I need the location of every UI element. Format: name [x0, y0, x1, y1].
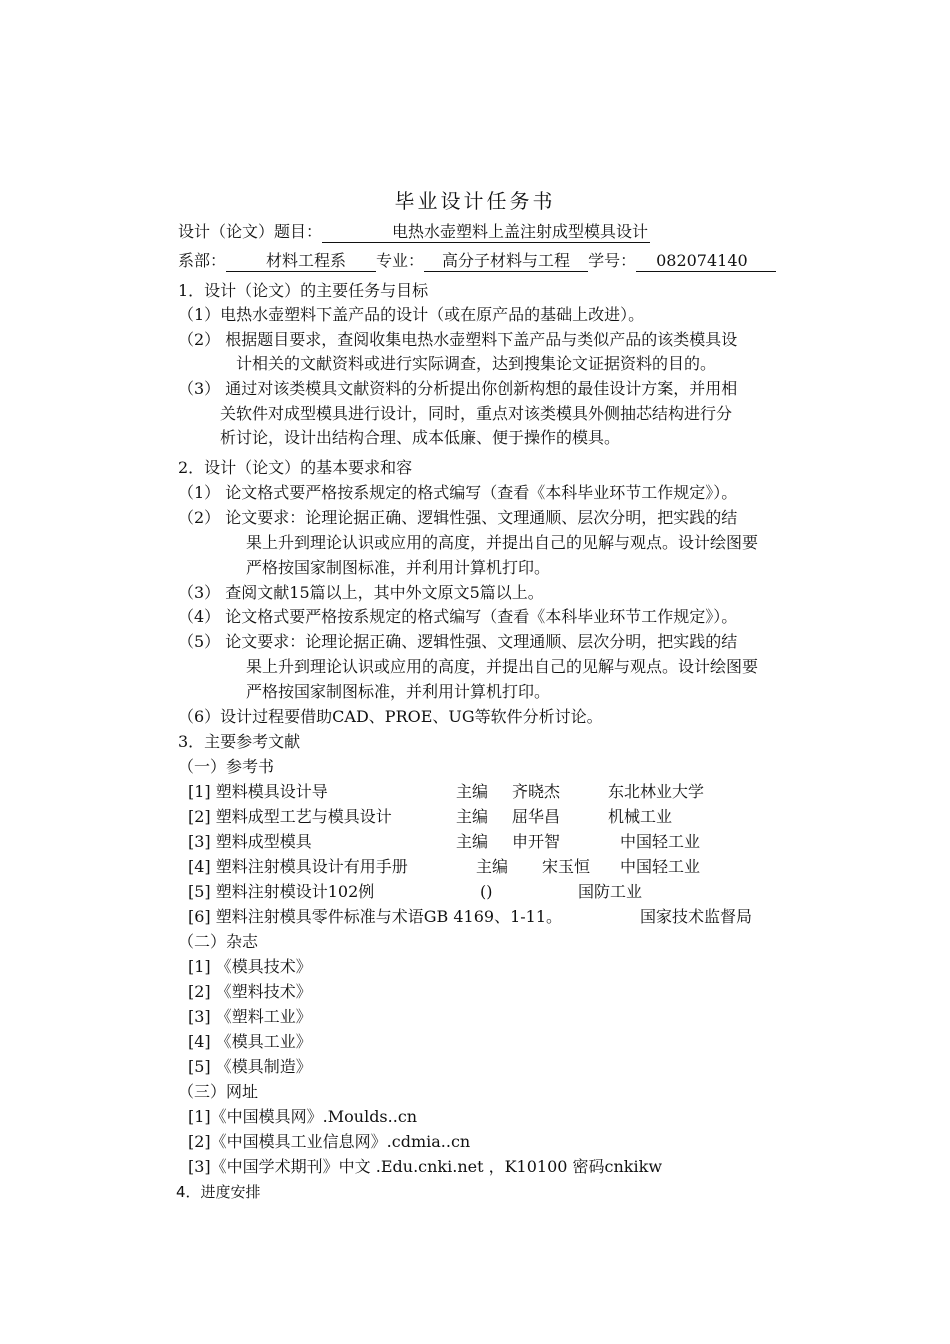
- section1-item3-line1: （3） 通过对该类模具文献资料的分析提出你创新构想的最佳设计方案，并用相: [178, 379, 738, 398]
- web-item: [2]《中国模具工业信息网》.cdmia..cn: [188, 1132, 471, 1151]
- book-row: [188, 781, 704, 803]
- book-role: 主编: [456, 807, 489, 826]
- web-item: [3]《中国学术期刊》中文 .Edu.cnki.net ，K10100 密码cnkikw: [188, 1157, 663, 1176]
- journal-item: [4] 《模具工业》: [188, 1032, 312, 1051]
- book-publisher: 国家技术监督局: [640, 907, 753, 926]
- student-id-label: 学号：: [588, 251, 637, 270]
- journal-item: [2] 《塑料技术》: [188, 982, 312, 1001]
- book-role: 主编: [456, 832, 489, 851]
- section2-item1: （1） 论文格式要严格按系规定的格式编写（查看《本科毕业环节工作规定》）。: [178, 483, 738, 502]
- section2-item2-line3: 严格按国家制图标准，并利用计算机打印。: [246, 558, 551, 577]
- book-author: (): [480, 882, 493, 901]
- journal-item: [1] 《模具技术》: [188, 957, 312, 976]
- journal-item: [3] 《塑料工业》: [188, 1007, 312, 1026]
- book-publisher: 中国轻工业: [620, 832, 701, 851]
- section1-item3-line3: 析讨论，设计出结构合理、成本低廉、便于操作的模具。: [220, 428, 621, 447]
- major-label: 专业：: [376, 251, 425, 270]
- book-author: 屈华昌: [512, 807, 561, 826]
- topic-label: 设计（论文）题目：: [178, 222, 323, 241]
- department-value: 材料工程系: [226, 251, 376, 272]
- journals-heading: （二）杂志: [178, 932, 259, 951]
- section4-heading: 4．进度安排: [176, 1183, 261, 1201]
- student-id-value: 082074140: [636, 251, 776, 272]
- book-role: 主编: [476, 857, 509, 876]
- section1-item3-line2: 关软件对成型模具进行设计，同时，重点对该类模具外侧抽芯结构进行分: [220, 404, 733, 423]
- book-row: [188, 856, 700, 878]
- book-author: 齐晓杰: [512, 782, 561, 801]
- book-author: 申开智: [512, 832, 561, 851]
- book-row: [188, 906, 752, 928]
- topic-row: [178, 221, 650, 243]
- book-title: [3] 塑料成型模具: [188, 832, 312, 851]
- section2-item5-line3: 严格按国家制图标准，并利用计算机打印。: [246, 682, 551, 701]
- book-author: 宋玉恒: [542, 857, 591, 876]
- book-publisher: 东北林业大学: [608, 782, 705, 801]
- section2-item4: （4） 论文格式要严格按系规定的格式编写（查看《本科毕业环节工作规定》）。: [178, 607, 738, 626]
- book-title: [6] 塑料注射模具零件标准与术语GB 4169、1-11。: [188, 907, 563, 926]
- books-heading: （一）参考书: [178, 757, 275, 776]
- section1-item1: （1）电热水壶塑料下盖产品的设计（或在原产品的基础上改进）。: [178, 305, 645, 324]
- book-title: [1] 塑料模具设计导: [188, 782, 328, 801]
- section2-item3: （3） 查阅文献15篇以上，其中外文原文5篇以上。: [178, 583, 544, 602]
- student-info-row: [178, 250, 776, 272]
- section2-heading: 2．设计（论文）的基本要求和容: [178, 458, 413, 477]
- section2-item2-line2: 果上升到理论认识或应用的高度，并提出自己的见解与观点。设计绘图要: [246, 533, 759, 552]
- topic-value: 电热水壶塑料上盖注射成型模具设计: [322, 222, 650, 243]
- section1-item2-line2: 计相关的文献资料或进行实际调查，达到搜集论文证据资料的目的。: [236, 354, 717, 373]
- book-title: [4] 塑料注射模具设计有用手册: [188, 857, 408, 876]
- web-heading: （三）网址: [178, 1082, 259, 1101]
- section1-heading: 1．设计（论文）的主要任务与目标: [178, 281, 429, 300]
- book-title: [5] 塑料注射模设计102例: [188, 882, 375, 901]
- book-row: [188, 881, 642, 903]
- major-value: 高分子材料与工程: [424, 251, 588, 272]
- web-item: [1]《中国模具网》.Moulds..cn: [188, 1107, 418, 1126]
- document-title: 毕业设计任务书: [394, 189, 556, 213]
- book-row: [188, 831, 700, 853]
- section1-item2-line1: （2） 根据题目要求，查阅收集电热水壶塑料下盖产品与类似产品的该类模具设: [178, 330, 738, 349]
- section2-item6: （6）设计过程要借助CAD、PROE、UG等软件分析讨论。: [178, 707, 603, 726]
- book-publisher: 国防工业: [578, 882, 643, 901]
- book-publisher: 机械工业: [608, 807, 673, 826]
- journal-item: [5] 《模具制造》: [188, 1057, 312, 1076]
- book-title: [2] 塑料成型工艺与模具设计: [188, 807, 392, 826]
- section3-heading: 3．主要参考文献: [178, 732, 301, 751]
- department-label: 系部：: [178, 251, 227, 270]
- section2-item5-line2: 果上升到理论认识或应用的高度，并提出自己的见解与观点。设计绘图要: [246, 657, 759, 676]
- section2-item5-line1: （5） 论文要求：论理论据正确、逻辑性强、文理通顺、层次分明，把实践的结: [178, 632, 738, 651]
- section2-item2-line1: （2） 论文要求：论理论据正确、逻辑性强、文理通顺、层次分明，把实践的结: [178, 508, 738, 527]
- book-publisher: 中国轻工业: [620, 857, 701, 876]
- book-role: 主编: [456, 782, 489, 801]
- book-row: [188, 806, 672, 828]
